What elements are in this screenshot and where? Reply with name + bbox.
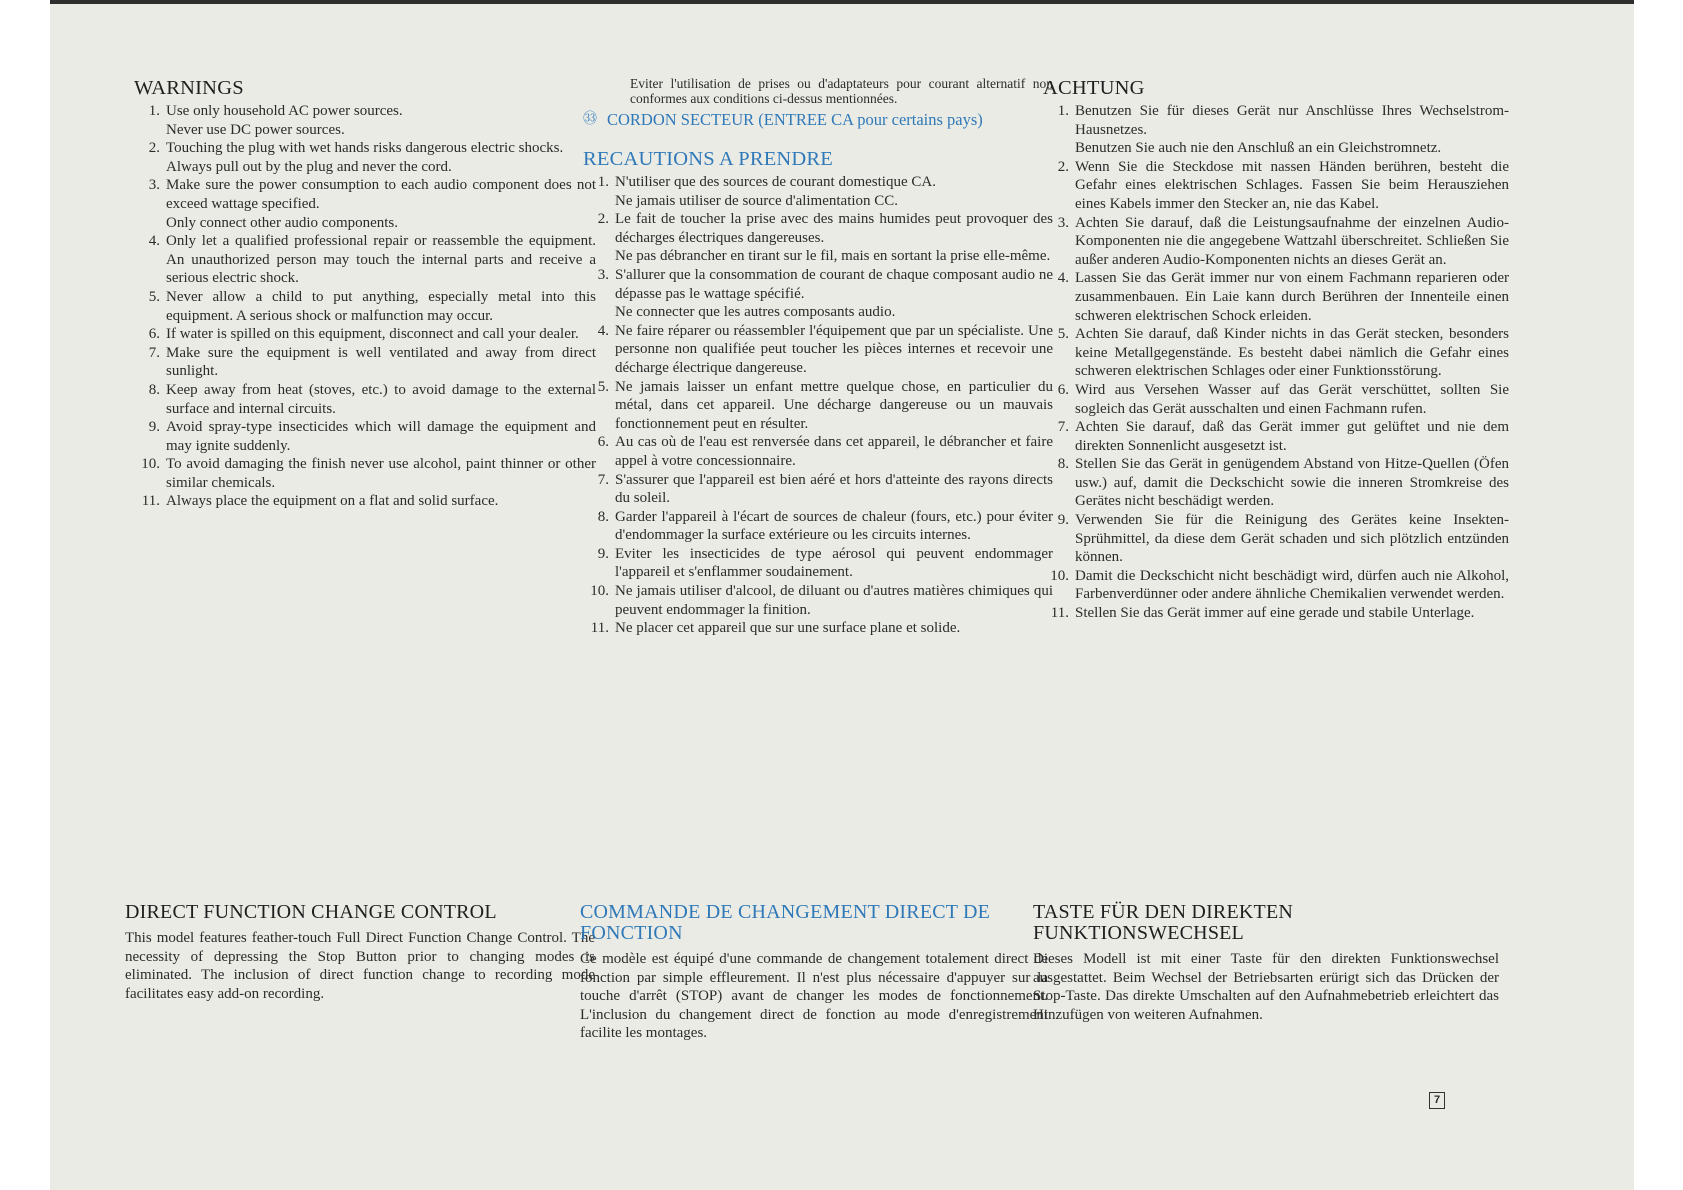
item-text: Damit die Deckschicht nicht beschädigt wird, dürfen auch nie Alkohol, Farbenverdünner oder andere ähnliche Chemikalien verwendet werden. — [1075, 567, 1509, 603]
item-text-block — [1075, 567, 1509, 604]
item-text-block — [615, 582, 1053, 619]
item-number: 1. — [597, 174, 609, 190]
item-number: 9. — [1057, 512, 1069, 529]
item-text: Wird aus Versehen Wasser auf das Gerät verschüttet, sollten Sie sogleich das Gerät ausschalten und einen Fachmann rufen. — [1075, 381, 1509, 417]
item-number: 7. — [1057, 419, 1069, 436]
item-text-block — [615, 433, 1053, 470]
item-number: 10. — [141, 456, 160, 473]
item-text: Keep away from heat (stoves, etc.) to avoid damage to the external surface and internal circuits. — [166, 381, 596, 417]
item-number: 3. — [148, 177, 160, 194]
item-text-block — [166, 455, 596, 492]
list-item — [1043, 269, 1509, 325]
item-number: 6. — [597, 434, 609, 451]
list-item — [1043, 214, 1509, 270]
precautions-title: RECAUTIONS A PRENDRE — [583, 148, 834, 170]
item-text-block — [166, 232, 596, 288]
list-item — [1043, 455, 1509, 511]
direct-function-section-fr — [580, 902, 1048, 1043]
french-column — [583, 76, 1053, 638]
item-text: Achten Sie darauf, daß das Gerät immer gut gelüftet und nie dem direkten Sonnenlicht ausgesetzt ist. — [1075, 419, 1509, 454]
item-number: 9. — [597, 545, 609, 562]
item-text-block — [166, 492, 596, 511]
item-text-block — [615, 322, 1053, 378]
list-item — [583, 378, 1053, 434]
section-text: Dieses Modell ist mit einer Taste für den direkten Funktionswechsel ausgestattet. Beim Wechsel der Betriebsarten erürigt sich das Drücken der Stop-Taste. Das direkte Umschalten auf den Aufnahmebetrieb erleichtert das Hinzufügen von weiteren Aufnahmen. — [1033, 951, 1499, 1023]
item-text: If water is spilled on this equipment, disconnect and call your dealer. — [166, 326, 579, 343]
item-text-block — [615, 266, 1053, 322]
cordon-secteur-heading — [583, 110, 1053, 129]
item-text: Only let a qualified professional repair or reassemble the equipment. An unauthorized person may touch the internal parts and receive a serious electric shock. — [166, 233, 596, 287]
item-text-block — [1075, 214, 1509, 270]
item-text-block — [1075, 511, 1509, 567]
list-item — [1043, 158, 1509, 214]
list-item — [1043, 604, 1509, 623]
item-text: To avoid damaging the finish never use alcohol, paint thinner or other similar chemicals. — [166, 456, 596, 491]
list-item — [583, 545, 1053, 582]
item-number: 6. — [1057, 381, 1069, 398]
item-number: 3. — [597, 266, 609, 283]
list-item — [134, 325, 596, 344]
list-item — [134, 102, 596, 139]
item-number: 4. — [597, 322, 609, 339]
item-extra-text: Only connect other audio components. — [166, 214, 399, 231]
item-number: 8. — [148, 381, 160, 398]
german-column — [1043, 76, 1509, 623]
item-text-block — [615, 545, 1053, 582]
list-item — [583, 582, 1053, 619]
item-extra-text: Always pull out by the plug and never the cord. — [166, 158, 452, 175]
item-text-block — [1075, 325, 1509, 381]
cordon-secteur-text: CORDON SECTEUR (ENTREE CA pour certains pays) — [607, 110, 983, 129]
section-text: This model features feather-touch Full Direct Function Change Control. The necessity of depressing the Stop Button prior to changing modes is eliminated. The inclusion of direct function change to recording mode facilitates easy add-on recording. — [125, 930, 595, 1002]
list-item — [583, 471, 1053, 508]
item-number: 11. — [1050, 605, 1069, 622]
list-item — [134, 492, 596, 511]
list-item — [134, 418, 596, 455]
item-text: Make sure the equipment is well ventilated and away from direct sunlight. — [166, 344, 596, 380]
item-number: 4. — [148, 233, 160, 250]
item-text-block — [615, 210, 1053, 266]
item-extra-text: Benutzen Sie auch nie den Anschluß an ein Gleichstromnetz. — [1075, 140, 1442, 157]
item-text: Benutzen Sie für dieses Gerät nur Anschlüsse Ihres Wechselstrom-Hausnetzes. — [1075, 103, 1509, 138]
achtung-list — [1043, 102, 1509, 623]
item-number: 3. — [1057, 214, 1069, 231]
item-number: 6. — [148, 326, 160, 343]
section-text: Ce modèle est équipé d'une commande de changement totalement direct de fonction par simple effleurement. Il n'est plus nécessaire d'appuyer sur la touche d'arrêt (STOP) avant de changer les modes de fonctionnement. L'inclusion du changement direct de fonction au mode d'enregistrement facilite les montages. — [580, 951, 1048, 1042]
item-number: 2. — [597, 211, 609, 228]
direct-function-section-en — [125, 902, 595, 1003]
item-text: N'utiliser que des sources de courant domestique CA. — [615, 174, 936, 190]
list-item — [134, 139, 596, 176]
circled-number-icon: ㉝ — [583, 112, 597, 127]
item-number: 5. — [597, 378, 609, 395]
item-text: S'allurer que la consommation de courant de chaque composant audio ne dépasse pas le wattage spécifié. — [615, 266, 1053, 302]
list-item — [583, 173, 1053, 210]
item-text: Garder l'appareil à l'écart de sources de chaleur (fours, etc.) pour éviter d'endommager la surface extérieure ou les circuits internes. — [615, 508, 1053, 544]
item-text-block — [166, 344, 596, 381]
item-text-block — [166, 381, 596, 418]
list-item — [1043, 567, 1509, 604]
list-item — [1043, 381, 1509, 418]
item-text: Eviter les insecticides de type aérosol qui peuvent endommager l'appareil et s'enflammer soudainement. — [615, 545, 1053, 581]
list-item — [1043, 325, 1509, 381]
item-text: Au cas où de l'eau est renversée dans cet appareil, le débrancher et faire appel à votre concessionnaire. — [615, 434, 1053, 469]
achtung-title: ACHTUNG — [1043, 77, 1145, 99]
item-text-block — [1075, 381, 1509, 418]
list-item — [1043, 418, 1509, 455]
item-number: 4. — [1057, 270, 1069, 287]
item-number: 8. — [597, 508, 609, 525]
item-text: Ne faire réparer ou réassembler l'équipement que par un spécialiste. Une personne non qualifiée peut toucher les pièces internes et recevoir une décharge électrique dangereuse. — [615, 322, 1053, 376]
item-number: 2. — [1057, 158, 1069, 175]
item-text-block — [1075, 418, 1509, 455]
item-text-block — [615, 508, 1053, 545]
item-text-block — [1075, 604, 1509, 623]
warnings-title: WARNINGS — [134, 77, 244, 99]
item-text-block — [615, 619, 1053, 638]
item-text: Ne jamais laisser un enfant mettre quelque chose, en particulier du métal, dans cet appareil. Une décharge dangereuse ou un mauvais fonctionnement peut en résulter. — [615, 378, 1053, 432]
item-number: 11. — [590, 620, 609, 637]
item-text-block — [166, 176, 596, 232]
item-text: S'assurer que l'appareil est bien aéré et hors d'atteinte des rayons directs du soleil. — [615, 471, 1053, 507]
item-text-block — [166, 288, 596, 325]
item-text: Verwenden Sie für die Reinigung des Gerätes keine Insekten-Sprühmittel, da diese dem Gerät schaden und sich plötzlich entzünden können. — [1075, 512, 1509, 566]
list-item — [583, 210, 1053, 266]
list-item — [1043, 511, 1509, 567]
item-number: 7. — [597, 471, 609, 488]
list-item — [134, 288, 596, 325]
manual-page — [50, 0, 1634, 1190]
item-text: Use only household AC power sources. — [166, 103, 403, 119]
list-item — [583, 619, 1053, 638]
precautions-list — [583, 173, 1053, 638]
item-text: Ne placer cet appareil que sur une surface plane et solide. — [615, 620, 961, 637]
item-text-block — [615, 471, 1053, 508]
section-title: COMMANDE DE CHANGEMENT DIRECT DE FONCTION — [580, 901, 991, 944]
item-text: Always place the equipment on a flat and solid surface. — [166, 493, 499, 510]
item-text-block — [166, 325, 596, 344]
item-text: Make sure the power consumption to each audio component does not exceed wattage specified. — [166, 177, 596, 212]
direct-function-section-de — [1033, 902, 1499, 1024]
item-number: 5. — [1057, 326, 1069, 343]
item-number: 8. — [1057, 456, 1069, 473]
list-item — [134, 232, 596, 288]
item-number: 11. — [141, 493, 160, 510]
item-text-block — [1075, 455, 1509, 511]
item-extra-text: Never use DC power sources. — [166, 121, 345, 138]
list-item — [583, 266, 1053, 322]
item-extra-text: Ne pas débrancher en tirant sur le fil, mais en sortant la prise elle-même. — [615, 248, 1051, 265]
item-number: 2. — [148, 140, 160, 157]
item-text: Lassen Sie das Gerät immer nur von einem Fachmann reparieren oder zusammenbauen. Ein Laie kann durch Berühren der Innenteile einen schweren elektrischen Schock erleiden. — [1075, 270, 1509, 324]
item-number: 7. — [148, 344, 160, 361]
item-number: 5. — [148, 288, 160, 305]
item-extra-text: Ne connecter que les autres composants audio. — [615, 304, 896, 321]
item-number: 9. — [148, 419, 160, 436]
list-item — [1043, 102, 1509, 158]
item-text: Stellen Sie das Gerät immer auf eine gerade und stabile Unterlage. — [1075, 605, 1475, 622]
item-text: Never allow a child to put anything, especially metal into this equipment. A serious shock or malfunction may occur. — [166, 288, 596, 324]
item-text-block — [1075, 158, 1509, 214]
list-item — [134, 176, 596, 232]
list-item — [583, 322, 1053, 378]
item-number: 1. — [148, 103, 160, 119]
item-text-block — [1075, 269, 1509, 325]
item-text: Ne jamais utiliser d'alcool, de diluant ou d'autres matières chimiques qui peuvent endommager la finition. — [615, 583, 1053, 618]
item-number: 10. — [1050, 567, 1069, 584]
item-text-block — [166, 102, 596, 139]
english-column — [134, 76, 596, 511]
item-text: Touching the plug with wet hands risks dangerous electric shocks. — [166, 140, 564, 157]
item-text: Stellen Sie das Gerät in genügendem Abstand von Hitze-Quellen (Öfen usw.) auf, damit die Deckschicht sowie die inneren Stromkreise des Gerätes nicht beschädigt werden. — [1075, 456, 1509, 510]
item-text: Achten Sie darauf, daß die Leistungsaufnahme der einzelnen Audio-Komponenten nie die angegebene Wattzahl überschreitet. Schließen Sie außer anderen Audio-Komponenten nichts an dieses Gerät an. — [1075, 214, 1509, 268]
item-text-block — [1075, 102, 1509, 158]
adapter-note: Eviter l'utilisation de prises ou d'adaptateurs pour courant alternatif non conformes aux conditions ci-dessus mentionnées. — [630, 76, 1053, 106]
list-item — [134, 455, 596, 492]
item-text: Avoid spray-type insecticides which will damage the equipment and may ignite suddenly. — [166, 419, 596, 454]
warnings-list — [134, 102, 596, 511]
item-extra-text: Ne jamais utiliser de source d'alimentation CC. — [615, 192, 899, 209]
section-title: TASTE FÜR DEN DIREKTEN FUNKTIONSWECHSEL — [1033, 901, 1294, 944]
item-text: Achten Sie darauf, daß Kinder nichts in das Gerät stecken, besonders keine Metallgegenstände. Es besteht dabei nämlich die Gefahr eines schweren elektrischen Schlages oder einer Funktionsstörung. — [1075, 326, 1509, 380]
item-text-block — [615, 378, 1053, 434]
list-item — [134, 381, 596, 418]
item-text-block — [166, 139, 596, 176]
item-text-block — [615, 173, 1053, 210]
list-item — [583, 433, 1053, 470]
item-number: 1. — [1057, 103, 1069, 119]
item-text: Wenn Sie die Steckdose mit nassen Händen berühren, besteht die Gefahr eines elektrischen Schlages. Fassen Sie beim Herausziehen eines Kabels immer den Stecker an, nie das Kabel. — [1075, 158, 1509, 212]
list-item — [134, 344, 596, 381]
list-item — [583, 508, 1053, 545]
section-title: DIRECT FUNCTION CHANGE CONTROL — [125, 901, 497, 923]
item-text: Le fait de toucher la prise avec des mains humides peut provoquer des décharges électriques dangereuses. — [615, 211, 1053, 246]
item-text-block — [166, 418, 596, 455]
page-number: 7 — [1429, 1092, 1445, 1109]
item-number: 10. — [590, 583, 609, 600]
